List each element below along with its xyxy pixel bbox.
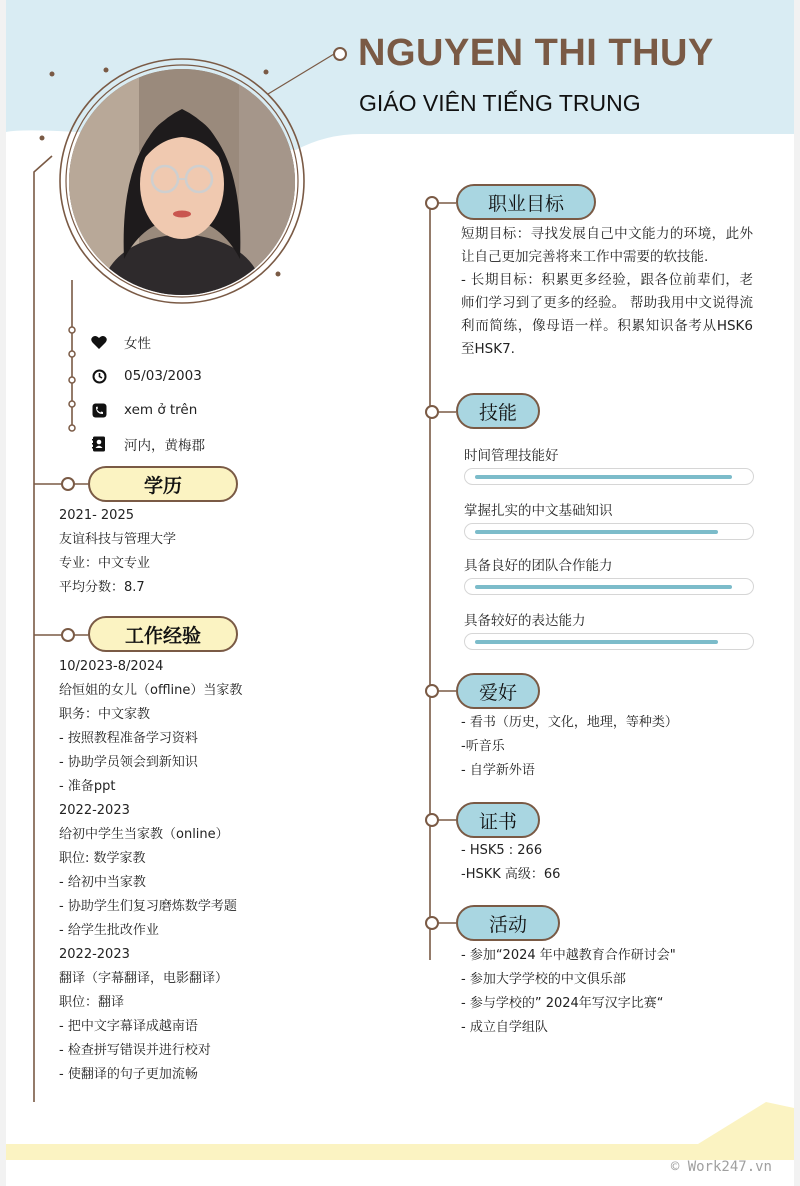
experience-line: - 把中文字幕译成越南语 [59, 1019, 198, 1034]
experience-line: 2022-2023 [59, 947, 130, 962]
section-title-experience: 工作经验 [88, 616, 238, 652]
clock-icon [90, 367, 108, 385]
certificate-line: - HSK5 : 266 [461, 843, 543, 858]
experience-line: - 使翻译的句子更加流畅 [59, 1067, 198, 1082]
experience-line: 给初中学生当家教（online） [59, 827, 229, 842]
job-title: GIÁO VIÊN TIẾNG TRUNG [359, 90, 641, 116]
objective-content [461, 223, 753, 361]
skill-fill [475, 585, 732, 589]
hobby-line: -听音乐 [461, 739, 505, 754]
experience-line: - 给学生批改作业 [59, 923, 159, 938]
hobby-line: - 自学新外语 [461, 763, 535, 778]
education-line: 2021- 2025 [59, 508, 134, 523]
experience-line: - 按照教程准备学习资料 [59, 731, 198, 746]
education-line: 友谊科技与管理大学 [59, 532, 177, 547]
experience-line: 翻译（字幕翻译，电影翻译） [59, 971, 229, 986]
section-title-education: 学历 [88, 466, 238, 502]
skill-fill [475, 640, 718, 644]
experience-line: 给恒姐的女儿（offline）当家教 [59, 683, 243, 698]
info-gender [90, 330, 151, 354]
info-text: xem ở trên [124, 402, 198, 418]
skill-bar [464, 468, 754, 485]
hobbies-content [461, 711, 678, 783]
objective-long-term: - 长期目标：积累更多经验，跟各位前辈们，老师们学习到了更多的经验。 帮助我用中文说得流利而简练，像母语一样。积累知识备考从HSK6至HSK7. [461, 272, 753, 357]
experience-line: 职位：翻译 [59, 995, 125, 1010]
watermark: © Work247.vn [670, 1159, 772, 1175]
skill-fill [475, 530, 718, 534]
resume-page [6, 0, 794, 1186]
experience-line: 职务：中文家教 [59, 707, 151, 722]
profile-photo [69, 69, 295, 295]
certificates-content [461, 839, 560, 887]
hobby-line: - 看书（历史，文化，地理，等种类） [461, 715, 678, 730]
experience-line: - 给初中当家教 [59, 875, 146, 890]
skill-bar [464, 633, 754, 650]
experience-line: - 准备ppt [59, 779, 116, 794]
candidate-name: NGUYEN THI THUY [358, 32, 714, 74]
skill-label: 具备较好的表达能力 [464, 613, 586, 629]
skill-bar [464, 523, 754, 540]
activity-line: - 参加大学学校的中文俱乐部 [461, 972, 626, 987]
experience-line: 职位: 数学家教 [59, 851, 146, 866]
section-title-certificates: 证书 [456, 802, 540, 838]
education-content [59, 504, 176, 600]
section-title-activities: 活动 [456, 905, 560, 941]
section-title-objective: 职业目标 [456, 184, 596, 220]
activity-line: - 成立自学组队 [461, 1020, 548, 1035]
experience-line: 10/2023-8/2024 [59, 659, 164, 674]
info-text: 05/03/2003 [124, 368, 202, 384]
objective-short-term: 短期目标：寻找发展自己中文能力的环境，此外让自己更加完善将来工作中需要的软技能. [461, 226, 753, 265]
heart-icon [90, 333, 108, 351]
skill-label: 掌握扎实的中文基础知识 [464, 503, 613, 519]
skill-label: 时间管理技能好 [464, 448, 559, 464]
contact-card-icon [90, 435, 108, 453]
activity-line: - 参加“2024 年中越教育合作研讨会" [461, 948, 676, 963]
info-phone [90, 398, 197, 422]
info-birthdate [90, 364, 202, 388]
activities-content [461, 944, 676, 1040]
section-title-skills: 技能 [456, 393, 540, 429]
phone-icon [90, 401, 108, 419]
certificate-line: -HSKK 高级：66 [461, 867, 561, 882]
activity-line: - 参与学校的” 2024年写汉字比赛“ [461, 996, 664, 1011]
experience-line: - 检查拼写错误并进行校对 [59, 1043, 211, 1058]
info-text: 女性 [124, 336, 151, 352]
experience-line: - 协助学生们复习磨炼数学考题 [59, 899, 237, 914]
experience-content [59, 655, 242, 1087]
experience-line: 2022-2023 [59, 803, 130, 818]
section-title-hobbies: 爱好 [456, 673, 540, 709]
education-line: 平均分数：8.7 [59, 580, 145, 595]
education-line: 专业：中文专业 [59, 556, 151, 571]
skill-fill [475, 475, 732, 479]
info-text: 河内，黄梅郡 [124, 438, 205, 454]
skill-label: 具备良好的团队合作能力 [464, 558, 613, 574]
info-address [90, 432, 205, 456]
skill-bar [464, 578, 754, 595]
experience-line: - 协助学员领会到新知识 [59, 755, 198, 770]
